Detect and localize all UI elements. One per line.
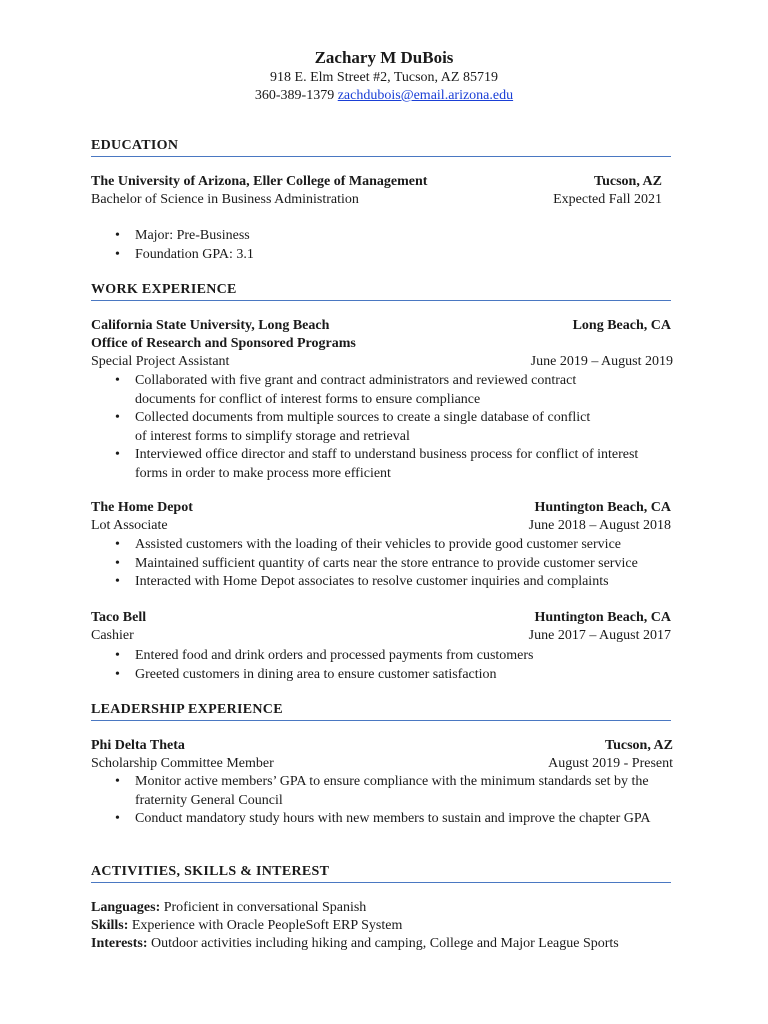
section-title-activities: ACTIVITIES, SKILLS & INTEREST — [91, 863, 671, 883]
job-location: Huntington Beach, CA — [534, 610, 671, 625]
skills-value: Experience with Oracle PeopleSoft ERP System — [131, 918, 403, 933]
interests-line — [91, 935, 711, 953]
job-location: Long Beach, CA — [572, 318, 671, 333]
job-role: Special Project Assistant — [91, 354, 230, 369]
job-location: Huntington Beach, CA — [534, 500, 671, 515]
job-org-row — [91, 499, 671, 517]
languages-label: Languages: — [91, 900, 161, 915]
job-org: California State University, Long Beach — [91, 318, 330, 333]
list-item: • Major: Pre-Business — [91, 227, 681, 246]
list-item: • Interviewed office director and staff to understand business process for conflict of interest forms in order to make process more efficient — [91, 446, 647, 483]
list-item: • Entered food and drink orders and processed payments from customers — [91, 647, 681, 666]
job-role-row — [91, 627, 671, 645]
list-item: • Collaborated with five grant and contract administrators and reviewed contract documents for conflict of interest forms to ensure compliance — [91, 372, 605, 409]
address: 918 E. Elm Street #2, Tucson, AZ 85719 — [270, 70, 498, 85]
leadership-role: Scholarship Committee Member — [91, 756, 274, 771]
interests-value: Outdoor activities including hiking and camping, College and Major League Sports — [151, 936, 619, 951]
degree-date: Expected Fall 2021 — [553, 192, 662, 207]
list-item: • Maintained sufficient quantity of carts near the store entrance to provide customer service — [91, 555, 681, 574]
contact-line — [0, 87, 768, 105]
job-role-row — [91, 517, 671, 535]
section-title-education: EDUCATION — [91, 137, 671, 157]
list-item: • Interacted with Home Depot associates to resolve customer inquiries and complaints — [91, 573, 681, 592]
list-item: • Monitor active members’ GPA to ensure compliance with the minimum standards set by the fraternity General Council — [91, 773, 655, 810]
school-location: Tucson, AZ — [594, 174, 662, 189]
job-bullets — [91, 536, 681, 592]
job-role: Cashier — [91, 628, 134, 643]
job-date: June 2019 – August 2019 — [530, 354, 673, 369]
job-org-row — [91, 609, 671, 627]
list-item: • Collected documents from multiple sources to create a single database of conflict of interest forms to simplify storage and retrieval — [91, 409, 605, 446]
job-date: June 2017 – August 2017 — [528, 628, 671, 643]
candidate-name: Zachary M DuBois — [314, 48, 454, 67]
education-school-row — [91, 173, 671, 191]
job-bullets — [91, 372, 681, 483]
resume-header — [0, 47, 768, 105]
education-bullets — [91, 227, 681, 264]
job-suborg-row — [91, 335, 671, 353]
list-item: • Foundation GPA: 3.1 — [91, 246, 681, 265]
leadership-org-row — [91, 737, 671, 755]
languages-value: Proficient in conversational Spanish — [163, 900, 367, 915]
job-suborg: Office of Research and Sponsored Programs — [91, 336, 356, 351]
interests-label: Interests: — [91, 936, 148, 951]
email-link[interactable]: zachdubois@email.arizona.edu — [337, 88, 514, 103]
skills-line — [91, 917, 711, 935]
job-role: Lot Associate — [91, 518, 168, 533]
education-degree-row — [91, 191, 671, 209]
job-org: The Home Depot — [91, 500, 193, 515]
section-title-leadership: LEADERSHIP EXPERIENCE — [91, 701, 671, 721]
list-item: • Greeted customers in dining area to ensure customer satisfaction — [91, 666, 681, 685]
school-name: The University of Arizona, Eller College of Management — [91, 174, 428, 189]
job-org: Taco Bell — [91, 610, 147, 625]
list-item: • Assisted customers with the loading of their vehicles to provide good customer service — [91, 536, 681, 555]
degree: Bachelor of Science in Business Administration — [91, 192, 359, 207]
job-bullets — [91, 647, 681, 684]
leadership-role-row — [91, 755, 671, 773]
job-role-row — [91, 353, 671, 371]
section-title-work: WORK EXPERIENCE — [91, 281, 671, 301]
leadership-date: August 2019 - Present — [548, 756, 673, 771]
leadership-org: Phi Delta Theta — [91, 738, 185, 753]
list-item: • Conduct mandatory study hours with new members to sustain and improve the chapter GPA — [91, 810, 655, 829]
skills-label: Skills: — [91, 918, 129, 933]
leadership-bullets — [91, 773, 681, 829]
job-org-row — [91, 317, 671, 335]
leadership-location: Tucson, AZ — [605, 738, 673, 753]
languages-line — [91, 899, 711, 917]
job-date: June 2018 – August 2018 — [528, 518, 671, 533]
phone: 360-389-1379 — [254, 88, 335, 103]
